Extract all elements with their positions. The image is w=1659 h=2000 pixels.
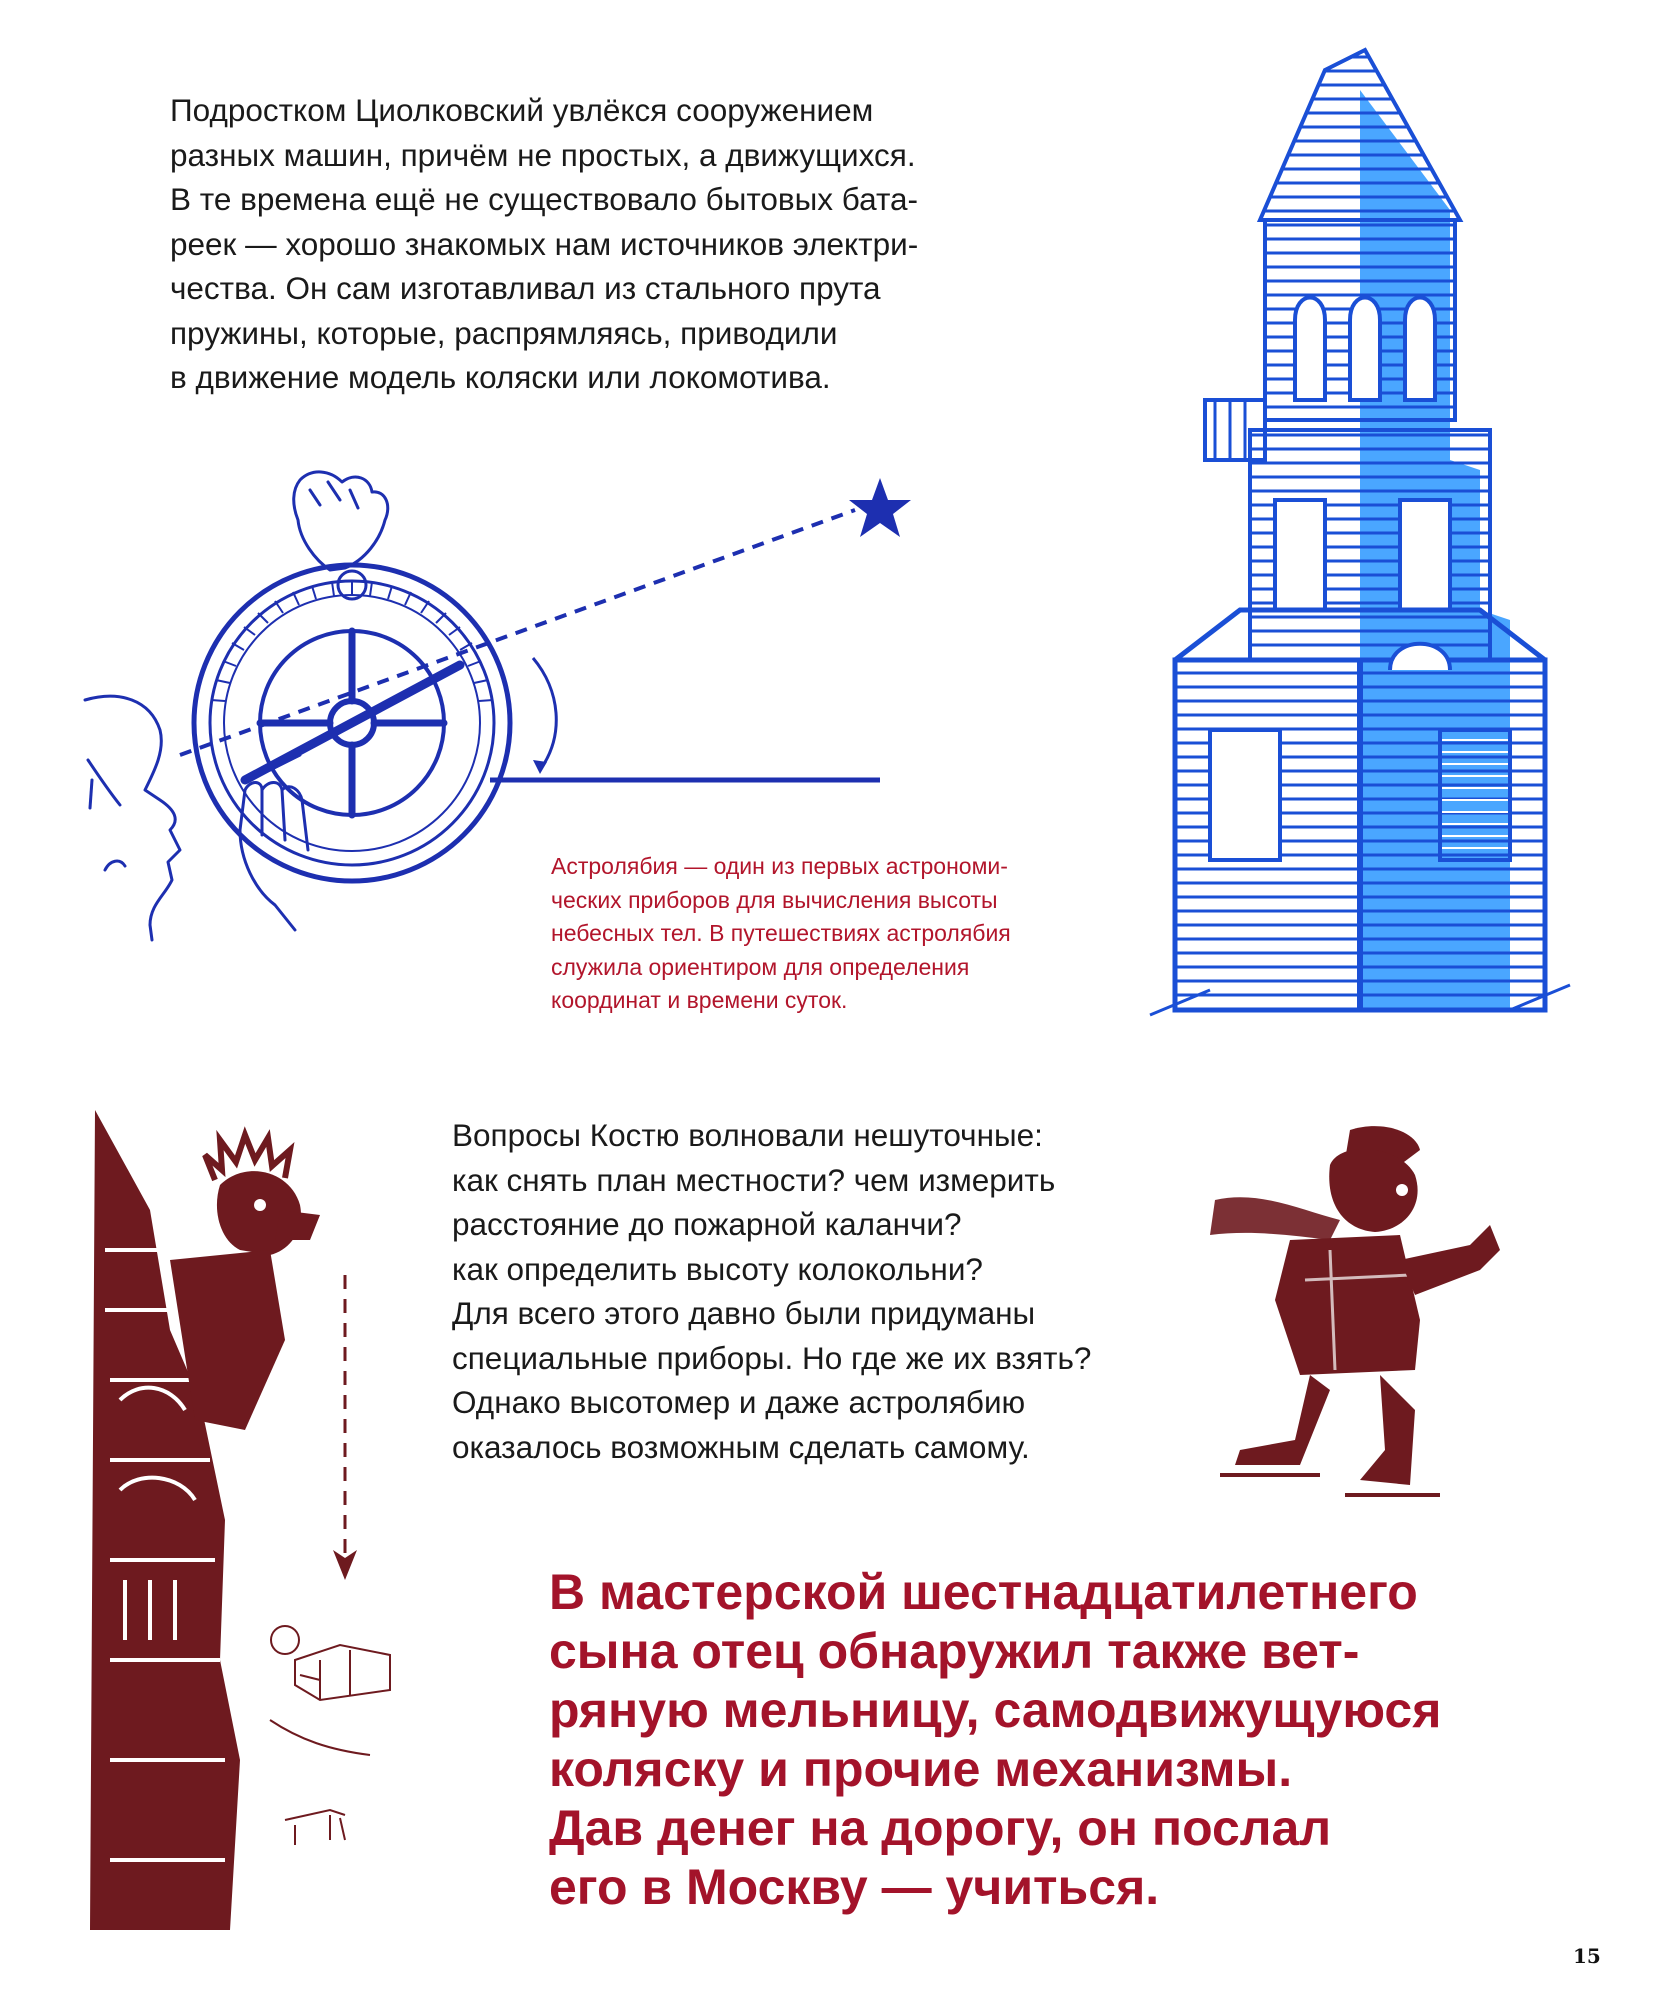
skater-scarf bbox=[1210, 1197, 1340, 1240]
boy-on-tower-print bbox=[0, 1100, 420, 1980]
skater-coat bbox=[1275, 1235, 1420, 1375]
angle-arc bbox=[533, 658, 556, 770]
questions-line: Однако высотомер и даже астролябию bbox=[452, 1384, 1026, 1420]
tower-spire bbox=[1260, 50, 1460, 220]
questions-line: как определить высоту колокольни? bbox=[452, 1250, 983, 1287]
arrow-icon bbox=[333, 1550, 357, 1580]
intro-line: Подростком Циолковский увлёкся сооружением bbox=[170, 92, 874, 128]
skater-legs bbox=[1235, 1375, 1415, 1485]
callout-line: коляску и прочие механизмы. bbox=[549, 1741, 1293, 1797]
caption-line: небесных тел. В путешествиях астролябия bbox=[551, 920, 1011, 946]
closing-callout bbox=[549, 1563, 1441, 1917]
page-number: 15 bbox=[1573, 1944, 1601, 1968]
observer-profile bbox=[85, 696, 180, 940]
questions-line: оказалось возможным сделать самому. bbox=[452, 1428, 1030, 1465]
village-sketch bbox=[270, 1626, 390, 1845]
intro-line: в движение модель коляски или локомотива. bbox=[170, 359, 831, 395]
bell-tower-illustration bbox=[1150, 50, 1570, 1030]
boy-arm bbox=[275, 1210, 320, 1240]
questions-line: специальные приборы. Но где же их взять? bbox=[452, 1339, 1092, 1376]
skating-boy-print bbox=[1180, 1120, 1540, 1520]
caption-line: координат и времени суток. bbox=[551, 987, 848, 1013]
callout-line: сына отец обнаружил также вет- bbox=[549, 1623, 1360, 1679]
holding-hand bbox=[294, 472, 388, 570]
intro-line: реек — хорошо знакомых нам источников электри- bbox=[170, 225, 919, 262]
intro-line: В те времена ещё не существовало бытовых бата- bbox=[170, 181, 919, 217]
questions-line: расстояние до пожарной каланчи? bbox=[452, 1206, 962, 1242]
questions-paragraph bbox=[452, 1113, 1091, 1469]
intro-line: пружины, которые, распрямляясь, приводили bbox=[170, 314, 838, 351]
caption-line: служила ориентиром для определения bbox=[551, 953, 970, 980]
skater-arm bbox=[1400, 1225, 1500, 1295]
intro-line: чества. Он сам изготавливал из стального прута bbox=[170, 270, 881, 306]
callout-line: ряную мельницу, самодвижущуюся bbox=[549, 1682, 1442, 1738]
questions-line: Вопросы Костю волновали нешуточные: bbox=[452, 1117, 1043, 1153]
caption-line: Астролябия — один из первых астрономи- bbox=[551, 853, 1008, 879]
callout-line: Дав денег на дорогу, он послал bbox=[549, 1800, 1332, 1856]
questions-line: как снять план местности? чем измерить bbox=[452, 1161, 1056, 1198]
sight-line bbox=[180, 510, 855, 755]
star-icon bbox=[849, 478, 911, 537]
observer-hand bbox=[240, 783, 308, 931]
callout-line: его в Москву — учиться. bbox=[549, 1859, 1160, 1915]
intro-line: разных машин, причём не простых, а движущихся. bbox=[170, 136, 916, 173]
astrolabe-caption bbox=[551, 850, 1011, 1018]
questions-line: Для всего этого давно были придуманы bbox=[452, 1295, 1036, 1331]
caption-line: ческих приборов для вычисления высоты bbox=[551, 886, 998, 913]
callout-line: В мастерской шестнадцатилетнего bbox=[549, 1564, 1418, 1620]
tower-silhouette bbox=[90, 1110, 240, 1930]
